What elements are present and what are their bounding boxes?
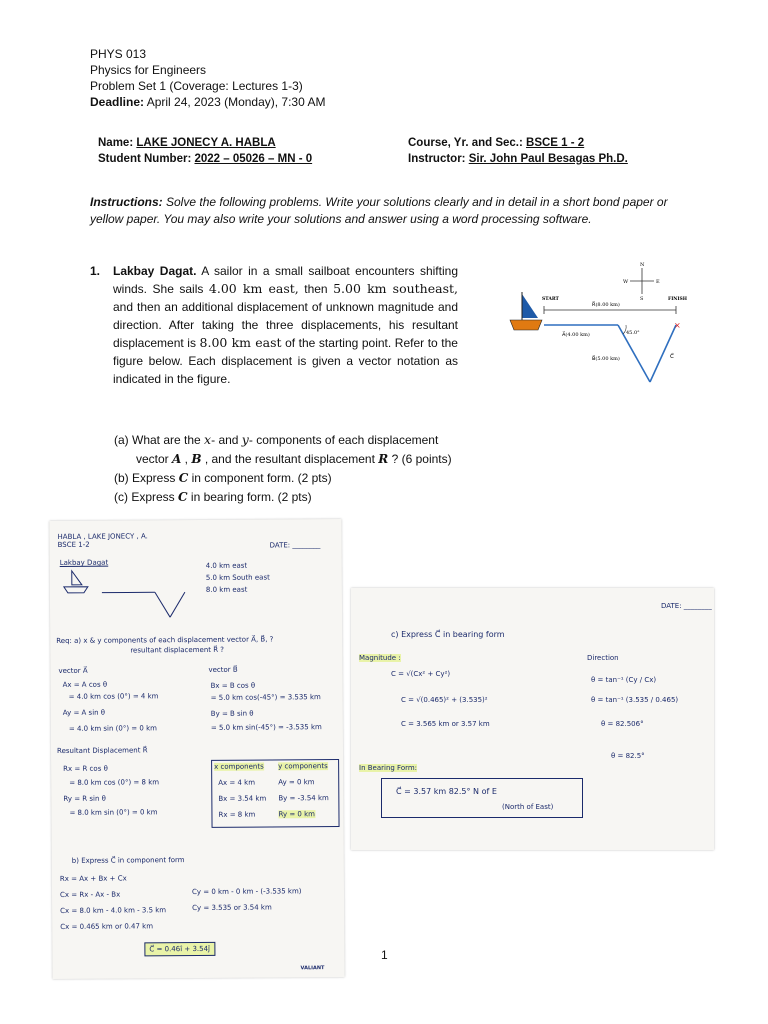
subquestion-c: (c) Express C in bearing form. (2 pts): [114, 490, 312, 504]
svg-text:S: S: [640, 296, 644, 302]
page-number: 1: [381, 948, 388, 962]
vector-figure: [500, 258, 690, 388]
bearing-form-answer: C⃗ = 3.57 km 82.5° N of E (North of East): [381, 778, 583, 818]
sailboat-icon: [510, 292, 542, 330]
handwritten-solution-right: DATE: ________ c) Express C⃗ in bearing form Magnitude : Direction C = √(Cx² + Cy²) C = √(0.465)² + (3.535)² C = 3.565 km or 3.57 km θ = tan⁻¹ (Cy / Cx) θ = tan⁻¹ (3.535 / 0.465) θ = 82.506° θ = 82.5° In Bearing Form: C⃗ = 3.57 km 82.5° N of E (North of East): [351, 588, 714, 850]
problem-1: 1. Lakbay Dagat. A sailor in a small sailboat encounters shifting winds. She sails 4.00 km east, then 5.00 km southeast, and then an additional displacement of unknown magnitude and direction. After taking the three displacements, his resultant displacement is 8.00 km east of the starting point. Refer to the figure below. Each displacement is given a vector notation as indicated in the figure.: [90, 264, 458, 386]
svg-text:W: W: [623, 279, 629, 285]
vector-sketch: [100, 572, 190, 623]
subquestion-a: (a) What are the x- and y- components of each displacement: [114, 432, 439, 447]
component-form-answer: C⃗ = 0.46î + 3.54ĵ: [144, 942, 215, 956]
subquestion-b: (b) Express C in component form. (2 pts): [114, 471, 332, 485]
sailboat-sketch-icon: [62, 569, 102, 597]
finish-label: FINISH: [668, 297, 688, 302]
document-header: [90, 46, 325, 110]
svg-text:E: E: [656, 279, 660, 285]
course-section: Course, Yr. and Sec.: BSCE 1 - 2: [408, 137, 585, 149]
deadline: Deadline: April 24, 2023 (Monday), 7:30 AM: [90, 95, 326, 109]
vector-b-label: B⃗(5.00 km): [592, 356, 620, 362]
components-table: x components y components Ax = 4 km Ay = 0 km Bx = 3.54 km By = -3.54 km Rx = 8 km Ry = 0 km: [211, 759, 339, 828]
handwritten-solution-left: HABLA , LAKE JONECY , A. BSCE 1-2 DATE: ________ Lakbay Dagat 4.0 km east 5.0 km South east 8.0 km east Req: a) x & y components of each displacement vector A⃗, B⃗, ? resultant displacement R⃗ ? vector A⃗ vector B⃗ Ax = A cos θ = 4.0 km cos (0°) = 4 km Bx = B cos θ = 5.0 km cos(-45°) = 3.535 km Ay = A sin θ = 4.0 km sin (0°) = 0 km By = B sin θ = 5.0 km sin(-45°) = -3.535 km Resultant Displacement R⃗ Rx = R cos θ = 8.0 km cos (0°) = 8 km Ry = R sin θ = 8.0 km sin (0°) = 0 km x components y components Ax = 4 km Ay = 0 km Bx = 3.54 km By = -3.54 km Rx = 8 km Ry = 0 km b) Express C⃗ in component form Rx = Ax + Bx + Cx Cx = Rx - Ax - Bx Cx = 8.0 km - 4.0 km - 3.5 km Cx = 0.465 km or 0.47 km Cy = 0 km - 0 km - (-3.535 km) Cy = 3.535 or 3.54 km C⃗ = 0.46î + 3.54ĵ VALIANT: [49, 519, 344, 979]
instructions: Instructions: Solve the following problems. Write your solutions clearly and in detail in a short bond paper or yellow paper. You may also write your solutions and answer using a word processing software.: [90, 195, 668, 226]
vector-a-label: A⃗(4.00 km): [562, 332, 590, 338]
problem-set-title: Problem Set 1 (Coverage: Lectures 1-3): [90, 79, 303, 93]
paper-brand: VALIANT: [300, 965, 325, 972]
angle-label: 45.0°: [626, 330, 640, 336]
svg-text:N: N: [640, 262, 645, 268]
student-name: Name: LAKE JONECY A. HABLA: [98, 137, 276, 149]
vector-r-label: R⃗(8.00 km): [592, 302, 620, 308]
course-code: PHYS 013: [90, 47, 147, 61]
subquestions: (a) What are the x- and y- components of each displacement vector A , B , and the resultant displacement R ? (6 points) (b) Express C in component form. (2 pts) (c) Express C in bearing form. (2 pts): [114, 430, 514, 507]
finish-x-mark: ×: [674, 321, 681, 330]
student-number: Student Number: 2022 – 05026 – MN - 0: [98, 153, 313, 165]
start-label: START: [542, 297, 559, 302]
compass-icon: [623, 262, 660, 302]
course-name: Physics for Engineers: [90, 63, 207, 77]
instructor: Instructor: Sir. John Paul Besagas Ph.D.: [408, 153, 628, 165]
vector-c-label: C⃗: [670, 354, 674, 360]
